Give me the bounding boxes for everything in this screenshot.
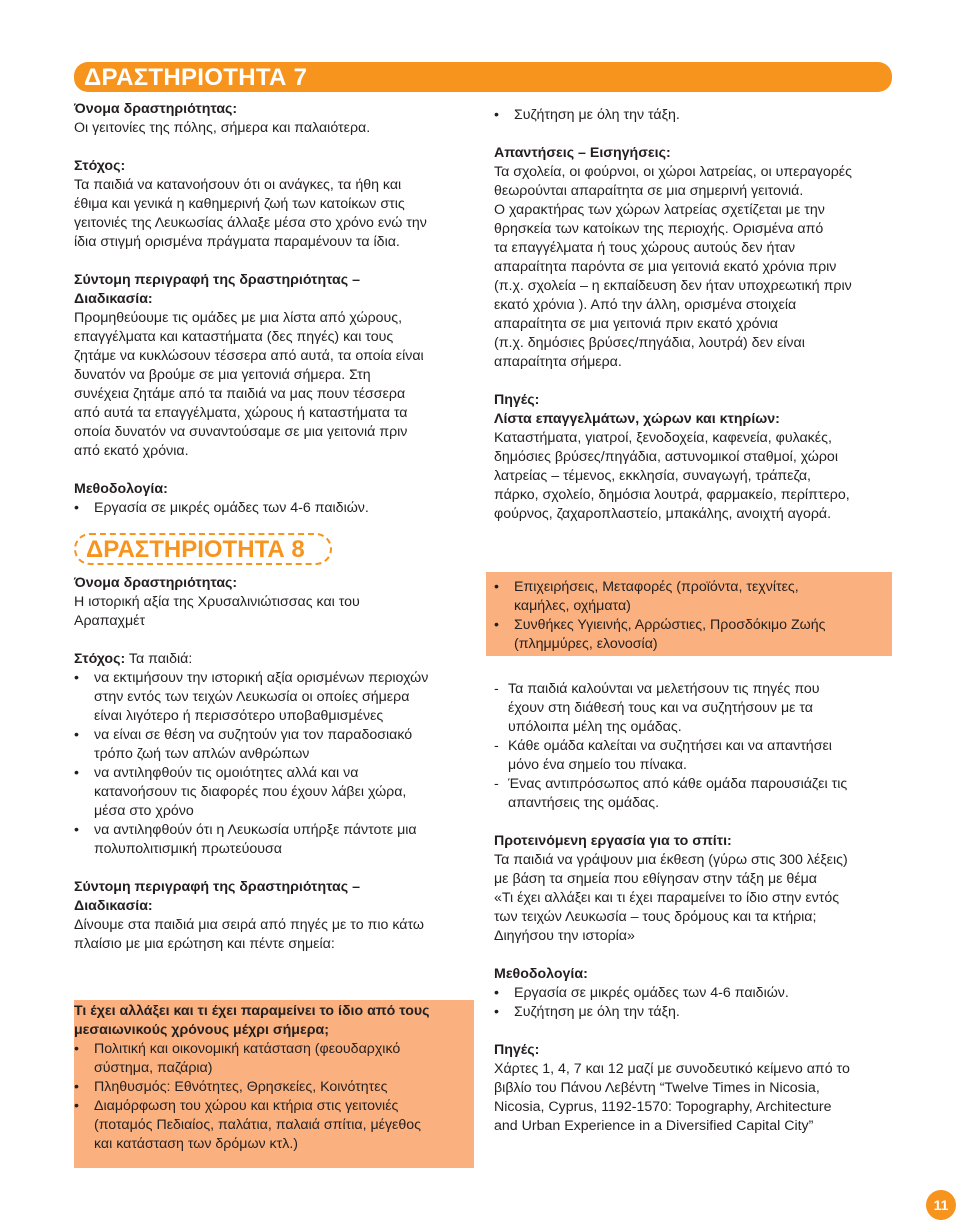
box-list [494, 578, 892, 654]
activity8-title: ΔΡΑΣΤΗΡΙΟΤΗΤΑ 8 [86, 536, 305, 563]
step-line: υπόλοιπα μέλη της ομάδας. [508, 719, 682, 735]
homework-line: με βάση τα σημεία που εθίγησαν στην τάξη με θέμα [494, 871, 818, 887]
step-line: Ένας αντιπρόσωπος από κάθε ομάδα παρουσιάζει τις [508, 776, 848, 792]
goal-line: πολυπολιτισμική πρωτεύουσα [94, 841, 282, 857]
activity7-answers-line: τα επαγγέλματα ή τους χώρους αυτούς δεν ήταν [494, 240, 796, 256]
activity7-name-value: Οι γειτονίες της πόλης, σήμερα και παλαιότερα. [74, 120, 371, 136]
activity7-source-label: Πηγές: [494, 392, 540, 408]
activity7-method-label: Μεθοδολογία: [74, 481, 168, 497]
activity8-goal-intro: Τα παιδιά: [125, 651, 193, 667]
activity8-method-list [494, 984, 894, 1022]
activity8-goal-list [74, 669, 484, 859]
activity7-goal-line: γειτονιές της Λευκωσίας άλλαξε μέσα στο χρόνο ενώ την [74, 215, 427, 231]
activity7-goal-label: Στόχος: [74, 158, 126, 174]
goal-line: μέσα στο χρόνο [94, 803, 194, 819]
goal-line: στην εντός των τειχών Λευκωσία οι οποίες σήμερα [94, 689, 410, 705]
list-item [494, 775, 894, 813]
activity7-desc-line: οποία δυνατόν να συναντούσαμε σε μια γειτονιά πριν [74, 424, 408, 440]
activity8-source-line: βιβλίο του Πάνου Λεβέντη “Twelve Times in Nicosia, [494, 1080, 820, 1096]
list-item [494, 578, 892, 616]
goal-line: να αντιληφθούν ότι η Λευκωσία υπήρξε πάντοτε μια [94, 822, 417, 838]
list-item [494, 616, 892, 654]
activity7-left-column [74, 100, 484, 518]
list-item [74, 1040, 474, 1078]
activity7-goal-line: Τα παιδιά να κατανοήσουν ότι οι ανάγκες, τα ήθη και [74, 177, 402, 193]
activity7-desc-line: δυνατόν να βρούμε σε μια γειτονιά σήμερα. Στη [74, 367, 371, 383]
activity7-desc-line: ζητάμε να κυκλώσουν τέσσερα από αυτά, τα οποία είναι [74, 348, 424, 364]
activity8-name-line: Η ιστορική αξία της Χρυσαλινιώτισσας και του [74, 594, 360, 610]
list-item: • Εργασία σε μικρές ομάδες των 4-6 παιδιών. [494, 984, 894, 1003]
box-line: καμήλες, οχήματα) [514, 598, 631, 614]
step-line: Κάθε ομάδα καλείται να συζητήσει και να απαντήσει [508, 738, 832, 754]
activity7-desc-label: Διαδικασία: [74, 291, 153, 307]
box-line: Διαμόρφωση του χώρου και κτήρια στις γειτονιές [94, 1098, 399, 1114]
activity7-answers-line: (π.χ. σχολεία – η εκπαίδευση δεν ήταν υποχρεωτική πριν [494, 278, 852, 294]
list-item [74, 1078, 474, 1097]
box-line: Πληθυσμός: Εθνότητες, Θρησκείες, Κοινότητες [94, 1079, 388, 1095]
activity8-steps [494, 680, 894, 813]
activity7-source-line: φούρνος, ζαχαροπλαστείο, μπακάλης, ανοιχτή αγορά. [494, 506, 832, 522]
page-number: 11 [926, 1190, 956, 1220]
activity8-goal-label: Στόχος: [74, 651, 126, 667]
activity7-answers-line: θρησκεία των κατοίκων της περιοχής. Ορισμένα από [494, 221, 824, 237]
list-item [74, 764, 484, 821]
activity7-answers-line: απαραίτητα παρόντα σε μια γειτονιά εκατό χρόνια πριν [494, 259, 837, 275]
activity7-answers-line: Τα σχολεία, οι φούρνοι, οι χώροι λατρείας, οι υπεραγορές [494, 164, 852, 180]
activity7-answers-line: Ο χαρακτήρας των χώρων λατρείας σχετίζεται με την [494, 202, 825, 218]
goal-line: να είναι σε θέση να συζητούν για τον παραδοσιακό [94, 727, 413, 743]
box-line: Συνθήκες Υγιεινής, Αρρώστιες, Προσδόκιμο Ζωής [514, 617, 826, 633]
list-item: • Συζήτηση με όλη την τάξη. [494, 1003, 894, 1022]
list-item [494, 680, 894, 737]
box-line: σύστημα, παζάρια) [94, 1060, 213, 1076]
activity7-answers-label: Απαντήσεις – Εισηγήσεις: [494, 145, 671, 161]
activity8-header [74, 533, 332, 565]
activity7-right-column [494, 106, 894, 524]
box-title-line: Τι έχει αλλάξει και τι έχει παραμείνει το ίδιο από τους [74, 1003, 430, 1019]
activity8-right-column [494, 680, 894, 1136]
homework-label: Προτεινόμενη εργασία για το σπίτι: [494, 833, 732, 849]
goal-line: κατανοήσουν τις διαφορές που έχουν λάβει χώρα, [94, 784, 407, 800]
activity7-answers-line: απαραίτητα σήμερα. [494, 354, 622, 370]
activity7-method-list [74, 499, 484, 518]
activity7-desc-line: από εκατό χρόνια. [74, 443, 189, 459]
homework-line: Τα παιδιά να γράψουν μια έκθεση (γύρω στις 300 λέξεις) [494, 852, 848, 868]
activity8-desc-label: Διαδικασία: [74, 898, 153, 914]
activity8-goal [74, 650, 484, 669]
homework-line: Διηγήσου την ιστορία» [494, 928, 635, 944]
activity7-answers-line: εκατό χρόνια ). Από την άλλη, ορισμένα στοιχεία [494, 297, 797, 313]
activity8-source-line: Nicosia, Cyprus, 1192-1570: Topography, Architecture [494, 1099, 832, 1115]
box-list [74, 1040, 474, 1154]
activity8-source-label: Πηγές: [494, 1042, 540, 1058]
activity8-desc-label: Σύντομη περιγραφή της δραστηριότητας – [74, 879, 360, 895]
list-item: • Συζήτηση με όλη την τάξη. [494, 106, 894, 125]
list-item [74, 726, 484, 764]
activity7-desc-line: επαγγέλματα και καταστήματα (δες πηγές) και τους [74, 329, 394, 345]
activity7-source-line: πάρκο, σχολείο, δημόσια λουτρά, φαρμακείο, περίπτερο, [494, 487, 850, 503]
activity7-source-line: δημόσιες βρύσες/πηγάδια, αστυνομικοί σταθμοί, χώροι [494, 449, 838, 465]
homework-line: «Τι έχει αλλάξει και τι έχει παραμείνει το ίδιο στην εντός [494, 890, 840, 906]
activity8-source-line: Χάρτες 1, 4, 7 και 12 μαζί με συνοδευτικό κείμενο από το [494, 1061, 850, 1077]
activity7-source-line: Καταστήματα, γιατροί, ξενοδοχεία, καφενεία, φυλακές, [494, 430, 832, 446]
goal-line: να εκτιμήσουν την ιστορική αξία ορισμένων περιοχών [94, 670, 429, 686]
activity7-answers-line: απαραίτητα σε μια γειτονιά πριν εκατό χρόνια [494, 316, 778, 332]
list-item [74, 821, 484, 859]
activity7-desc-line: Προμηθεύουμε τις ομάδες με μια λίστα από χώρους, [74, 310, 403, 326]
activity7-header-bar [74, 62, 892, 92]
step-line: μόνο ένα σημείο του πίνακα. [508, 757, 687, 773]
activity7-desc-line: συνέχεια ζητάμε από τα παιδιά να μας πουν τέσσερα [74, 386, 406, 402]
activity8-desc-line: πλαίσιο με μια ερώτηση και πέντε σημεία: [74, 936, 335, 952]
box-line: Επιχειρήσεις, Μεταφορές (προϊόντα, τεχνίτες, [514, 579, 799, 595]
activity8-name-label: Όνομα δραστηριότητας: [74, 575, 238, 591]
activity8-method-label: Μεθοδολογία: [494, 966, 588, 982]
activity7-name-label: Όνομα δραστηριότητας: [74, 101, 238, 117]
activity7-answers-line: (π.χ. δημόσιες βρύσες/πηγάδια, λουτρά) δεν είναι [494, 335, 805, 351]
activity8-desc-line: Δίνουμε στα παιδιά μια σειρά από πηγές με το πιο κάτω [74, 917, 424, 933]
homework-line: των τειχών Λευκωσία – τους δρόμους και τα κτήρια; [494, 909, 817, 925]
box-line: (πλημμύρες, ελονοσία) [514, 636, 658, 652]
goal-line: είναι λιγότερο ή περισσότερο υποβαθμισμένες [94, 708, 384, 724]
activity7-source-sublabel: Λίστα επαγγελμάτων, χώρων και κτηρίων: [494, 411, 780, 427]
activity7-goal-line: ίδια στιγμή ορισμένα πράγματα παραμένουν τα ίδια. [74, 234, 400, 250]
box-line: και κατάσταση των δρόμων κτλ.) [94, 1136, 299, 1152]
activity7-method-list-cont [494, 106, 894, 125]
activity7-title: ΔΡΑΣΤΗΡΙΟΤΗΤΑ 7 [84, 64, 308, 91]
activity8-name-line: Αραπαχμέτ [74, 613, 146, 629]
list-item [74, 1097, 474, 1154]
box-line: Πολιτική και οικονομική κατάσταση (φεουδαρχικό [94, 1041, 401, 1057]
activity8-left-column [74, 574, 484, 954]
activity8-question-box [74, 1000, 474, 1168]
activity8-source-line: and Urban Experience in a Diversified Capital City” [494, 1118, 814, 1134]
goal-line: τρόπο ζωή των απλών ανθρώπων [94, 746, 310, 762]
box-title-line: μεσαιωνικούς χρόνους μέχρι σήμερα; [74, 1022, 329, 1038]
box-line: (ποταμός Πεδιαίος, παλάτια, παλαιά σπίτια, μέγεθος [94, 1117, 421, 1133]
step-line: Τα παιδιά καλούνται να μελετήσουν τις πηγές που [508, 681, 820, 697]
list-item [494, 737, 894, 775]
activity7-goal-line: έθιμα και γενικά η καθημερινή ζωή των κατοίκων στις [74, 196, 405, 212]
list-item: • Εργασία σε μικρές ομάδες των 4-6 παιδιών. [74, 499, 484, 518]
goal-line: να αντιληφθούν τις ομοιότητες αλλά και να [94, 765, 359, 781]
step-line: έχουν στη διάθεσή τους και να συζητήσουν με τα [508, 700, 813, 716]
list-item [74, 669, 484, 726]
activity7-desc-line: από αυτά τα επαγγέλματα, χώρους ή καταστήματα τα [74, 405, 408, 421]
activity7-answers-line: θεωρούνται απαραίτητα σε μια σημερινή γειτονιά. [494, 183, 804, 199]
activity7-desc-label: Σύντομη περιγραφή της δραστηριότητας – [74, 272, 360, 288]
activity8-question-box-cont [486, 572, 892, 656]
activity7-source-line: λατρείας – τέμενος, εκκλησία, συναγωγή, τράπεζα, [494, 468, 811, 484]
step-line: απαντήσεις της ομάδας. [508, 795, 660, 811]
